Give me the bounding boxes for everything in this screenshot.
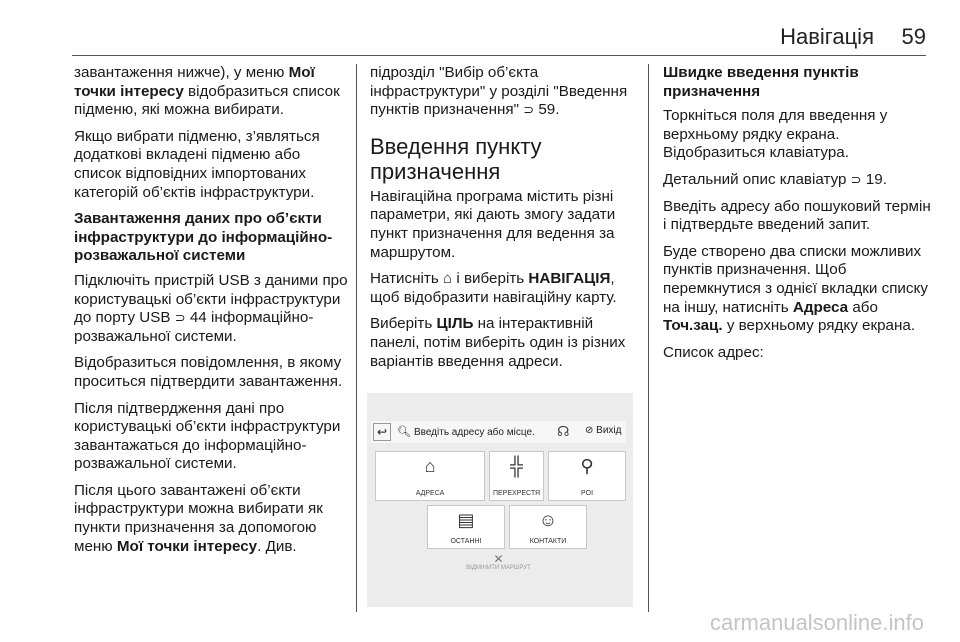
- close-icon: ✕: [493, 552, 504, 566]
- text: або: [848, 298, 878, 316]
- menu-reference: НАВІГАЦІЯ: [528, 270, 611, 288]
- column-2: [370, 64, 636, 379]
- contact-icon: ☺: [538, 510, 558, 530]
- tile-label: ОСТАННІ: [450, 538, 482, 545]
- tile-label: ПЕРЕХРЕСТЯ: [492, 490, 541, 497]
- search-field[interactable]: [397, 425, 535, 438]
- paragraph: Список адрес:: [663, 343, 764, 361]
- text: Виберіть: [370, 315, 437, 333]
- text: , щоб відобразити навігаційну карту.: [370, 270, 617, 306]
- cancel-route-button[interactable]: [371, 553, 626, 579]
- paragraph: Навігаційна програма містить різні параметри, які дають змогу задати пункт призначення для ведення за маршрутом.: [370, 187, 616, 261]
- text: відобразиться список підменю, які можна вибирати.: [74, 82, 340, 119]
- paragraph: [663, 243, 933, 336]
- column-divider: [356, 64, 357, 612]
- text: і виберіть: [452, 270, 529, 288]
- paragraph: Введіть адресу або пошуковий термін і підтвердьте введений запит.: [663, 197, 931, 234]
- exit-icon: ⊘: [585, 425, 594, 436]
- text: Після цього завантажені об’єкти інфраструктури можна вибирати як пункти призначення за допомогою меню: [74, 481, 323, 555]
- paragraph: Торкніться поля для введення у верхньому рядку екрана. Відобразиться клавіатура.: [663, 107, 888, 162]
- page-number: 59: [901, 24, 926, 49]
- back-button[interactable]: ↩: [373, 423, 391, 441]
- pin-icon: ⚲: [580, 456, 594, 476]
- search-placeholder: Введіть адресу або місце.: [413, 427, 535, 438]
- text: у верхньому рядку екрана.: [722, 317, 916, 335]
- text: Натисніть: [370, 270, 443, 288]
- paragraph: [370, 64, 636, 120]
- column-3: [663, 64, 933, 370]
- watermark: carmanualsonline.info: [709, 610, 924, 635]
- paragraph: [74, 64, 350, 120]
- menu-reference: Мої точки інтересу: [116, 537, 258, 555]
- tile-label: АДРЕСА: [415, 490, 445, 497]
- search-icon: 🔍︎: [397, 426, 411, 438]
- text: 59.: [534, 101, 560, 119]
- text: 44 інформаційно-розважальної системи.: [74, 309, 314, 345]
- menu-reference: Адреса: [792, 298, 849, 316]
- nav-screenshot: [367, 393, 633, 607]
- voice-icon[interactable]: ☊: [557, 423, 570, 439]
- section-heading: Швидке введення пунктів призначення: [663, 64, 859, 100]
- tile-label: КОНТАКТИ: [529, 538, 567, 545]
- section-heading: Завантаження даних про об’єкти інфраструктури до інформаційно-розважальної системи: [74, 210, 333, 265]
- paragraph: [74, 272, 350, 346]
- text: Детальний опис клавіатур: [663, 170, 851, 188]
- menu-reference: Мої точки інтересу: [74, 64, 315, 100]
- paragraph: [74, 482, 350, 556]
- column-1: [74, 64, 350, 564]
- recent-icon: ▤: [457, 510, 475, 530]
- text: на інтерактивній панелі, потім виберіть один із різних варіантів введення адреси.: [370, 315, 626, 370]
- intersection-icon: ╬: [510, 456, 523, 476]
- text: завантаження нижче), у меню: [74, 64, 289, 81]
- text: Буде створено два списки можливих пунктів призначення. Щоб перемкнутися з однієї вкладки списку на іншу, натисніть: [663, 242, 928, 316]
- header-rule: [72, 55, 926, 56]
- paragraph: [370, 315, 636, 371]
- menu-reference: ЦІЛЬ: [436, 315, 474, 333]
- cancel-route-label: ВІДМІНИТИ МАРШРУТ: [466, 565, 531, 571]
- tile-recent[interactable]: [427, 505, 505, 549]
- paragraph: [370, 270, 636, 307]
- page-ref-arrow-icon: ⊃: [174, 310, 186, 326]
- tile-contacts[interactable]: [509, 505, 587, 549]
- page-ref-arrow-icon: ⊃: [850, 171, 862, 187]
- exit-button[interactable]: [585, 425, 621, 436]
- tile-poi[interactable]: [548, 451, 626, 501]
- nav-top-bar: [371, 421, 626, 443]
- text: підрозділ "Вибір об’єкта інфраструктури" у розділі "Введення пунктів призначення": [370, 64, 628, 119]
- page-ref-arrow-icon: ⊃: [523, 102, 535, 118]
- text: . Див.: [257, 537, 297, 555]
- section-heading: Введення пункту призначення: [370, 133, 542, 184]
- tile-intersection[interactable]: [489, 451, 544, 501]
- exit-label: Вихід: [596, 425, 622, 436]
- column-divider: [648, 64, 649, 612]
- tile-label: POI: [580, 490, 594, 497]
- paragraph: Відобразиться повідомлення, в якому проситься підтвердити завантаження.: [74, 354, 343, 390]
- home-icon: ⌂: [442, 270, 453, 288]
- paragraph: Після підтвердження дані про користувацькі об’єкти інфраструктури завантажаться до інформаційно-розважальної системи.: [74, 399, 341, 473]
- tile-address[interactable]: [375, 451, 485, 501]
- text: Підключіть пристрій USB з даними про користувацькі об’єкти інфраструктури до порту USB: [74, 271, 348, 327]
- page-title: Навігація: [780, 24, 874, 49]
- house-icon: ⌂: [424, 456, 436, 476]
- paragraph: Якщо вибрати підменю, з’являться додаткові вкладені підменю або список відповідних імпортованих категорій об’єктів інфраструктури.: [74, 127, 320, 201]
- paragraph: [663, 171, 933, 190]
- text: 19.: [861, 170, 887, 188]
- menu-reference: Точ.зац.: [663, 317, 723, 335]
